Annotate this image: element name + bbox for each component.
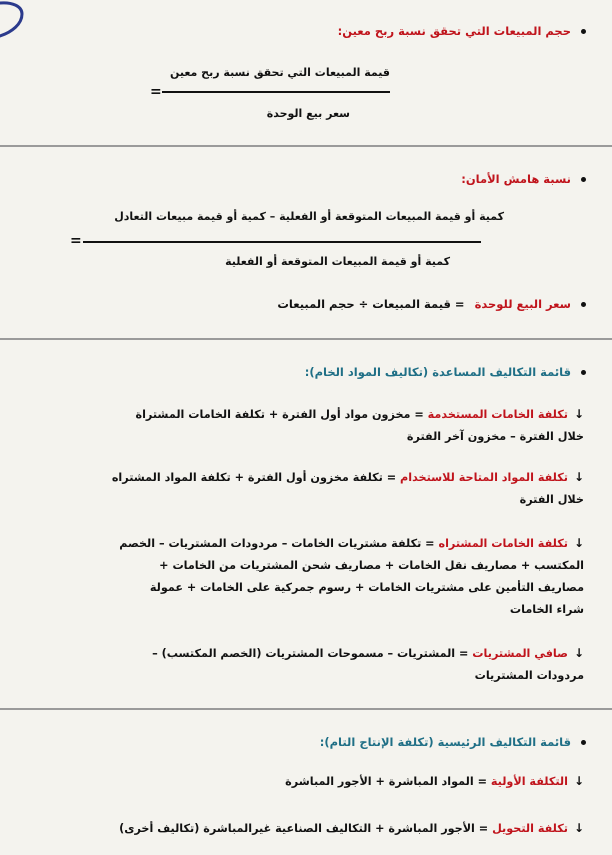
down-arrow-icon: ↓ (573, 821, 584, 835)
selling-price-row: سعر البيع للوحدة = قيمة المبيعات ÷ حجم المبيعات (277, 297, 586, 311)
section2-heading: نسبة هامش الأمان: (461, 172, 586, 186)
section1-fraction-line (162, 91, 390, 93)
section3-heading: قائمة التكاليف المساعدة (تكاليف المواد الخام): (305, 365, 586, 379)
list-item: ↓تكلفة التحويل = الأجور المباشرة + التكاليف الصناعية غيرالمباشرة (تكاليف أخرى) (24, 817, 584, 840)
down-arrow-icon: ↓ (573, 774, 584, 788)
divider (0, 338, 612, 340)
list-item: ↓صافي المشتريات = المشتريات – مسموحات المشتريات (الخصم المكتسب) – مردودات المشتريات (24, 642, 584, 687)
down-arrow-icon: ↓ (573, 536, 584, 550)
bullet-dot-icon (581, 740, 586, 745)
section1-numerator: قيمة المبيعات التي تحقق نسبة ربح معين (169, 66, 390, 79)
section2-numerator: كمية أو قيمة المبيعات المتوقعة أو الفعلية – كمية أو قيمة مبيعات التعادل (114, 210, 504, 223)
section4-heading: قائمة التكاليف الرئيسية (تكلفة الإنتاج التام): (320, 735, 586, 749)
down-arrow-icon: ↓ (573, 646, 584, 660)
section1-equals: = (150, 84, 162, 100)
section2-fraction-line (83, 241, 481, 243)
divider (0, 708, 612, 710)
section2-denominator: كمية أو قيمة المبيعات المتوقعة أو الفعلية (225, 255, 450, 268)
section2-equals: = (70, 233, 82, 249)
divider (0, 145, 612, 147)
pen-mark-icon (0, 0, 40, 40)
list-item: ↓تكلفة الخامات المستخدمة = مخزون مواد أول الفترة + تكلفة الخامات المشتراة خلال الفترة – مخزون آخر الفترة (24, 403, 584, 448)
section1-heading: حجم المبيعات التي تحقق نسبة ربح معين: (338, 24, 586, 38)
bullet-dot-icon (581, 370, 586, 375)
list-item: ↓التكلفة الأولية = المواد المباشرة + الأجور المباشرة (24, 770, 584, 793)
down-arrow-icon: ↓ (573, 407, 584, 421)
down-arrow-icon: ↓ (573, 470, 584, 484)
bullet-dot-icon (581, 29, 586, 34)
list-item: ↓تكلفة المواد المتاحة للاستخدام = تكلفة مخزون أول الفترة + تكلفة المواد المشتراه خلال الفترة (24, 466, 584, 511)
section1-denominator: سعر بيع الوحدة (266, 107, 350, 120)
list-item: ↓تكلفة الخامات المشتراه = تكلفة مشتريات الخامات – مردودات المشتريات – الخصم المكتسب + مصاريف نقل الخامات + مصاريف شحن المشتريات من الخامات + مصاريف التأمين على مشتريات الخامات + رسوم جمركية على الخامات + عمولة شراء الخامات (24, 532, 584, 621)
bullet-dot-icon (581, 302, 586, 307)
bullet-dot-icon (581, 177, 586, 182)
